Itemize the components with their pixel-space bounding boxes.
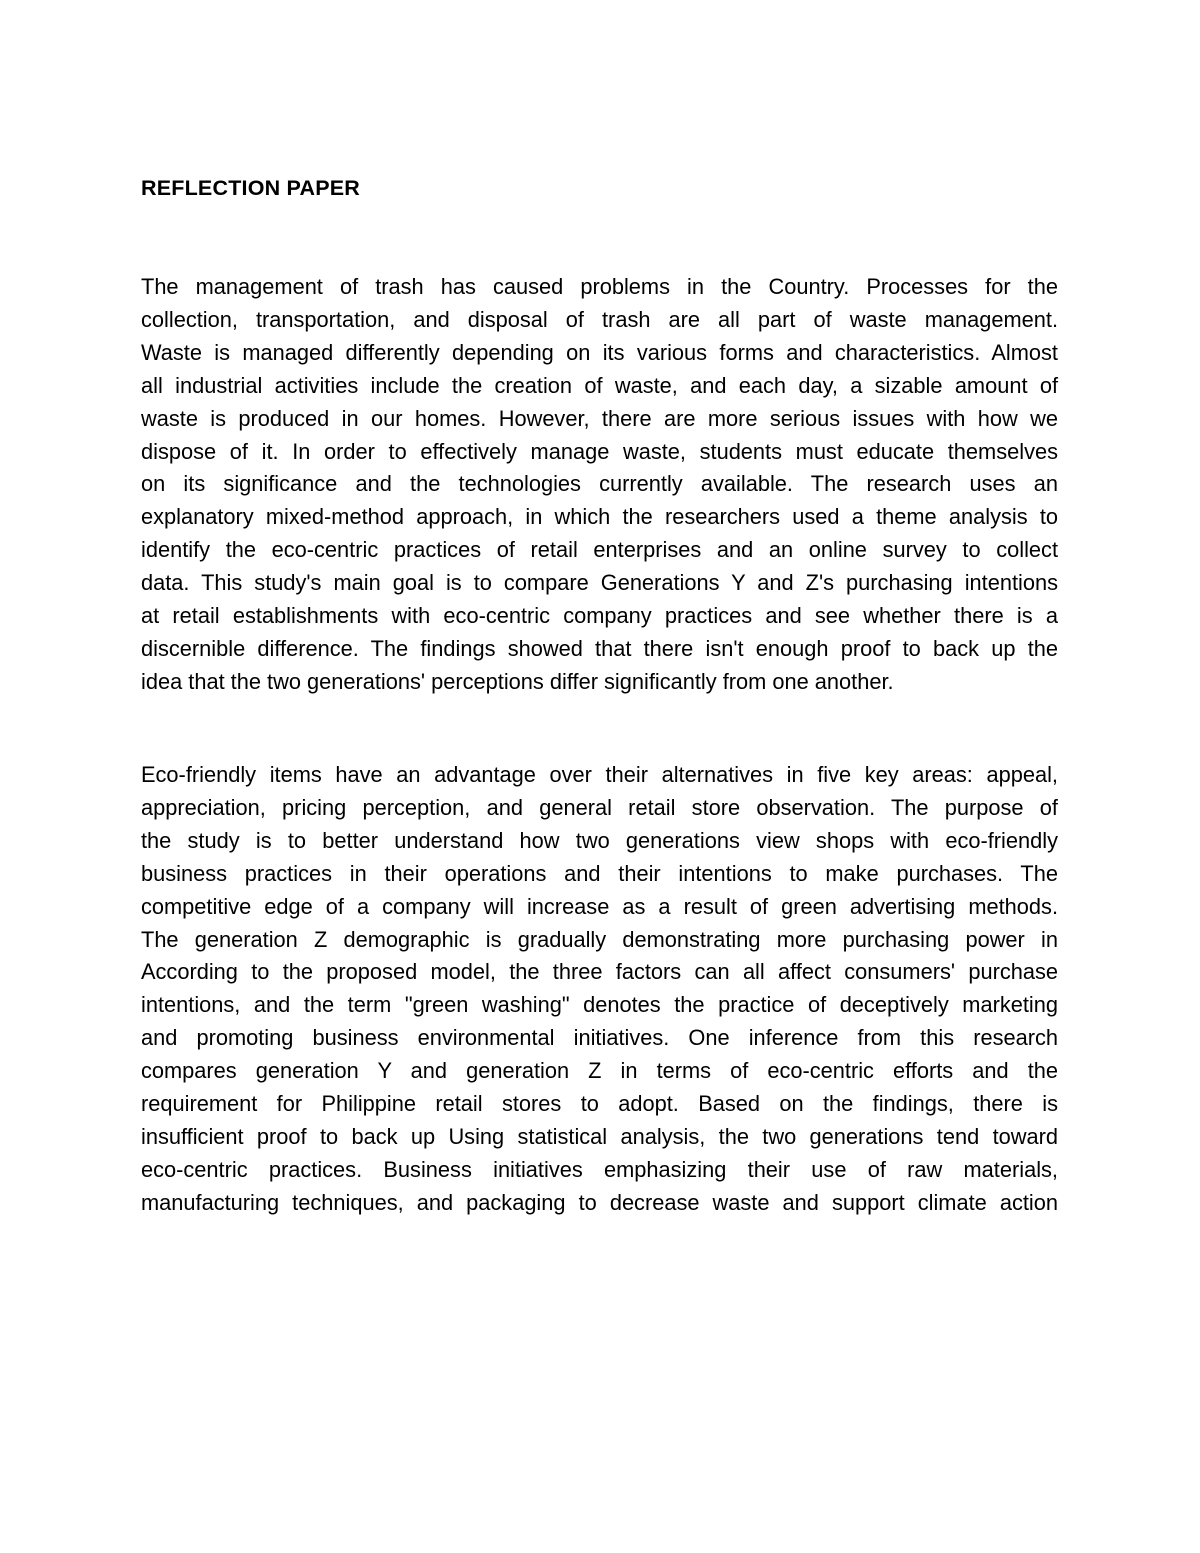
- paragraph-2: [141, 759, 1058, 1220]
- paragraph-line: intentions, and the term "green washing" denotes the practice of deceptively marketing: [141, 992, 1058, 1018]
- paragraph-line: business practices in their operations and their intentions to make purchases. The: [141, 860, 1058, 886]
- paragraph-line: data. This study's main goal is to compare Generations Y and Z's purchasing intentions: [141, 570, 1058, 596]
- paragraph-line: The management of trash has caused problems in the Country. Processes for the: [141, 274, 1058, 299]
- paragraph-1: [141, 271, 1058, 699]
- paragraph-line: manufacturing techniques, and packaging to decrease waste and support climate action: [141, 1189, 1058, 1215]
- paragraph-line: According to the proposed model, the three factors can all affect consumers' purchase: [141, 959, 1058, 985]
- paragraph-line: and promoting business environmental initiatives. One inference from this research: [141, 1025, 1058, 1051]
- paragraph-line: Eco-friendly items have an advantage over their alternatives in five key areas: appeal,: [141, 762, 1058, 787]
- paragraph-line: at retail establishments with eco-centric company practices and see whether there is a: [141, 603, 1058, 629]
- paragraph-line: the study is to better understand how two generations view shops with eco-friendly: [141, 827, 1058, 853]
- paragraph-line: idea that the two generations' perceptions differ significantly from one another.: [141, 668, 894, 694]
- paragraph-line: compares generation Y and generation Z in terms of eco-centric efforts and the: [141, 1058, 1058, 1084]
- paragraph-line: Waste is managed differently depending on its various forms and characteristics. Almost: [141, 339, 1058, 365]
- paragraph-line: collection, transportation, and disposal of trash are all part of waste management.: [141, 306, 1058, 332]
- paragraph-line: explanatory mixed-method approach, in which the researchers used a theme analysis to: [141, 504, 1058, 530]
- paragraph-line: discernible difference. The findings showed that there isn't enough proof to back up the: [141, 635, 1058, 661]
- paragraph-line: eco-centric practices. Business initiatives emphasizing their use of raw materials,: [141, 1156, 1058, 1182]
- paragraph-line: requirement for Philippine retail stores to adopt. Based on the findings, there is: [141, 1091, 1058, 1117]
- paragraph-line: on its significance and the technologies currently available. The research uses an: [141, 471, 1058, 497]
- paragraph-line: waste is produced in our homes. However, there are more serious issues with how we: [141, 405, 1058, 431]
- paragraph-line: all industrial activities include the creation of waste, and each day, a sizable amount of: [141, 372, 1058, 398]
- document-title: REFLECTION PAPER: [141, 176, 361, 200]
- paragraph-line: appreciation, pricing perception, and general retail store observation. The purpose of: [141, 794, 1058, 820]
- paragraph-line: dispose of it. In order to effectively manage waste, students must educate themselves: [141, 438, 1058, 464]
- paragraph-line: competitive edge of a company will increase as a result of green advertising methods.: [141, 893, 1058, 919]
- paragraph-line: identify the eco-centric practices of retail enterprises and an online survey to collect: [141, 537, 1058, 563]
- paragraph-line: The generation Z demographic is gradually demonstrating more purchasing power in: [141, 926, 1058, 952]
- paragraph-line: insufficient proof to back up Using statistical analysis, the two generations tend toward: [141, 1123, 1058, 1149]
